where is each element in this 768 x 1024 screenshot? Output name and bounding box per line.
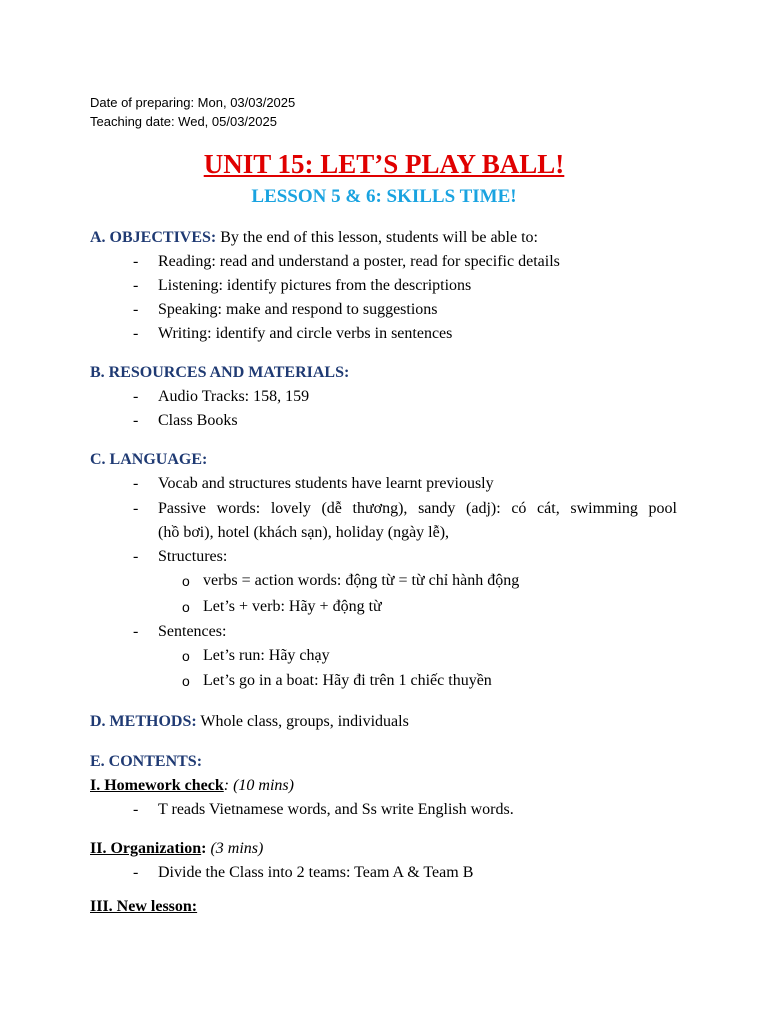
- organization-time: (3 mins): [206, 840, 264, 857]
- methods-line: [90, 711, 409, 733]
- teaching-date: Teaching date: Wed, 05/03/2025: [90, 114, 277, 129]
- contents-heading: E. CONTENTS:: [90, 753, 203, 770]
- homework-check-title: I. Homework check: [90, 777, 224, 794]
- new-lesson-title: III. New lesson:: [90, 898, 198, 915]
- homework-check-line: [90, 775, 294, 797]
- objectives-intro: By the end of this lesson, students will be able to:: [216, 229, 538, 246]
- resources-heading: B. RESOURCES AND MATERIALS:: [90, 364, 350, 381]
- methods-heading: D. METHODS:: [90, 713, 197, 730]
- language-heading: C. LANGUAGE:: [90, 451, 208, 468]
- unit-title: UNIT 15: LET’S PLAY BALL!: [203, 149, 565, 179]
- methods-text: Whole class, groups, individuals: [196, 713, 409, 730]
- document-page: Date of preparing: Mon, 03/03/2025 Teaching date: Wed, 05/03/2025 UNIT 15: LET’S PLAY BALL! LESSON 5 & 6: SKILLS TIME! A. OBJECTIVES: By the end of this lesson, students will be able to: - Reading: read and understand a poster, read for specific details - Listening: identify pictures from the descriptions - Speaking: make and respond to suggestions - Writing: identify and circle verbs in sentences B. RESOURCES AND MATERIALS: - Audio Tracks: 158, 159 - Class Books C. LANGUAGE: - Vocab and structures students have learnt previously - Passive words: lovely (dễ thương), sandy (adj): có cát, swimming pool (hồ bơi), hotel (khách sạn), holiday (ngày lễ), - Structures: o verbs = action words: động từ = từ chỉ hành động o Let’s + verb: Hãy + động từ - Sentences: o Let’s run: Hãy chạy o Let’s go in a boat: Hãy đi trên 1 chiếc thuyền D. METHODS: Whole class, groups, individuals E. CONTENTS: I. Homework check: (10 mins) - T reads Vietnamese words, and Ss write English words. II. Organization: (3 mins) - Divide the Class into 2 teams: Team A & Team B III. New lesson:: [0, 0, 768, 1024]
- organization-title: II. Organization: [90, 840, 202, 857]
- objectives-heading-line: [90, 227, 538, 249]
- passive-words-continuation: (hồ bơi), hotel (khách sạn), holiday (ngày lễ),: [158, 524, 450, 541]
- lesson-subtitle: LESSON 5 & 6: SKILLS TIME!: [251, 186, 517, 207]
- objectives-heading: A. OBJECTIVES:: [90, 229, 217, 246]
- organization-line: II. Organization: (3 mins): [90, 840, 264, 857]
- date-of-preparing: Date of preparing: Mon, 03/03/2025: [90, 95, 296, 110]
- homework-check-time: : (10 mins): [223, 777, 294, 794]
